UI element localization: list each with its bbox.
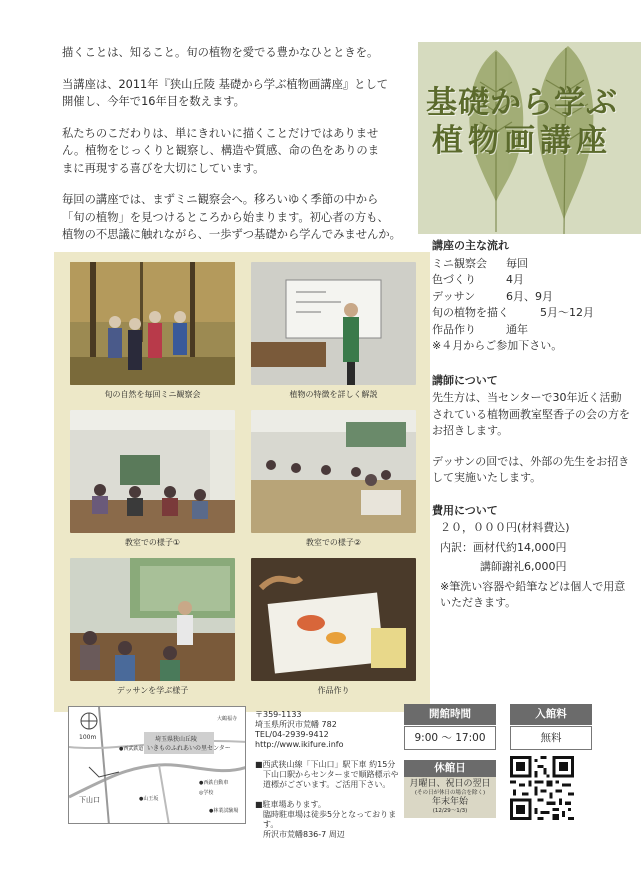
intro-text — [62, 44, 407, 258]
closed-text: 年末年始 — [431, 797, 468, 807]
photo-caption: 作品作り — [317, 686, 350, 695]
photo-caption: 旬の自然を毎回ミニ観察会 — [104, 390, 201, 399]
course-info — [432, 238, 632, 612]
flow-item: 色づくり 4月 — [432, 273, 524, 286]
website-url: http://www.ikifure.info — [255, 740, 344, 749]
hours-label: 開館時間 — [404, 704, 496, 725]
address-block — [255, 710, 405, 850]
map-label: 大鶴福寺 — [217, 716, 238, 722]
photo-whiteboard-lecture — [251, 262, 416, 385]
photo-caption: 植物の特徴を詳しく解説 — [289, 390, 378, 399]
access-info: 下山口駅からセンターまで順路標示や — [263, 770, 399, 779]
photo-gallery — [54, 252, 430, 712]
qr-code-icon[interactable] — [510, 756, 574, 820]
instructor-text: 先生方は、当センターで30年近く活動されている植物画教室堅香子の会の方をお招きします。 — [432, 391, 630, 437]
photo-caption: デッサンを学ぶ様子 — [116, 686, 189, 695]
fee-note: ※筆洗い容器や鉛筆などは個人で用意いただきます。 — [440, 579, 626, 609]
admission-label: 入館料 — [510, 704, 592, 725]
intro-paragraph: 私たちのこだわりは、単にきれいに描くことだけではありませ ん。植物をじっくりと観察し、構造や質感、命の色をありのま まに再現する喜びを大切にしています。 — [62, 126, 379, 175]
course-title — [426, 84, 636, 160]
photo-caption: 教室での様子② — [305, 538, 362, 547]
intro-paragraph: 毎回の講座では、まずミニ観察会へ。移ろいゆく季節の中から 「旬の植物」を見つけるところから始まります。初心者の方も、 植物の不思議に触れながら、一歩ずつ基礎から学んでみませんか。 — [62, 193, 401, 241]
intro-paragraph: 当講座は、2011年『狭山丘陵 基礎から学ぶ植物画講座』として 開催し、今年で16年目を数えます。 — [62, 77, 389, 108]
photo-classroom-2 — [251, 410, 416, 533]
map-label: ●林業試験場 — [209, 808, 239, 814]
closed-label: 休館日 — [404, 760, 496, 777]
map-label: ◎学校 — [199, 790, 214, 796]
fee-breakdown: 内訳：画材代約14,000円 — [440, 540, 567, 554]
parking-info: ■駐車場あります。 — [255, 800, 326, 809]
photo-classroom-1 — [70, 410, 235, 533]
title-line-2: 植物画講座 — [432, 123, 612, 159]
flow-heading: 講座の主な流れ — [432, 239, 509, 252]
photo-artwork — [251, 558, 416, 681]
access-info: ■西武狭山線「下山口」駅下車 約15分 — [255, 760, 396, 769]
photo-forest-walk — [70, 262, 235, 385]
map-center-label: いきものふれあいの里センター — [147, 745, 231, 752]
hours-value: 9:00 ～ 17:00 — [404, 726, 496, 750]
street-address: 埼玉県所沢市荒幡 782 — [255, 720, 337, 729]
flow-item: 作品作り 通年 — [432, 322, 528, 336]
parking-info: 臨時駐車場は徒歩5分となっております。 — [263, 810, 397, 829]
instructor-text: デッサンの回では、外部の先生をお招きして実施いたします。 — [432, 454, 630, 484]
map-label: ●西鉄自動車 — [199, 780, 229, 786]
fee-heading: 費用について — [432, 503, 498, 517]
flow-item: ミニ観察会 毎回 — [432, 256, 528, 270]
instructor-section — [432, 373, 632, 487]
photo-caption: 教室での様子① — [124, 538, 181, 547]
map-label: ●山王坂 — [139, 796, 159, 802]
closed-text: (その日が休日の場合を除く) — [414, 790, 486, 796]
title-panel — [418, 42, 641, 234]
map-scale: 100m — [79, 734, 97, 741]
map-station-label: 下山口 — [79, 796, 100, 804]
closed-text: (12/29～1/3) — [432, 808, 468, 814]
flow-item: デッサン 6月、9月 — [432, 289, 553, 303]
access-info: 道標がございます。ご活用下さい。 — [263, 780, 391, 789]
flow-note: ※４月からご参加下さい。 — [432, 339, 563, 352]
parking-info: 所沢市荒幡836-7 周辺 — [263, 830, 345, 839]
fee-total: ２０，０００円(材料費込) — [440, 521, 570, 534]
flow-item: 旬の植物を描く 5月～12月 — [432, 306, 594, 319]
intro-paragraph: 描くことは、知ること。旬の植物を愛でる豊かなひとときを。 — [62, 46, 379, 59]
admission-value: 無料 — [510, 726, 592, 750]
fee-breakdown: 講師謝礼6,000円 — [480, 560, 567, 573]
zip-code: 〒359-1133 — [255, 710, 302, 719]
title-line-1: 基礎から学ぶ — [426, 85, 618, 121]
instructor-heading: 講師について — [432, 373, 498, 387]
closed-days — [404, 760, 496, 818]
photo-sketching-class — [70, 558, 235, 681]
phone-number: TEL/04-2939-9412 — [255, 730, 329, 739]
fee-section — [432, 503, 632, 612]
map-center-label: 埼玉県狭山丘陵 — [155, 736, 198, 743]
map-label: ●西武鉄道 — [119, 746, 144, 752]
closed-text: 月曜日、祝日の翌日 — [409, 779, 491, 789]
access-map — [68, 706, 246, 824]
